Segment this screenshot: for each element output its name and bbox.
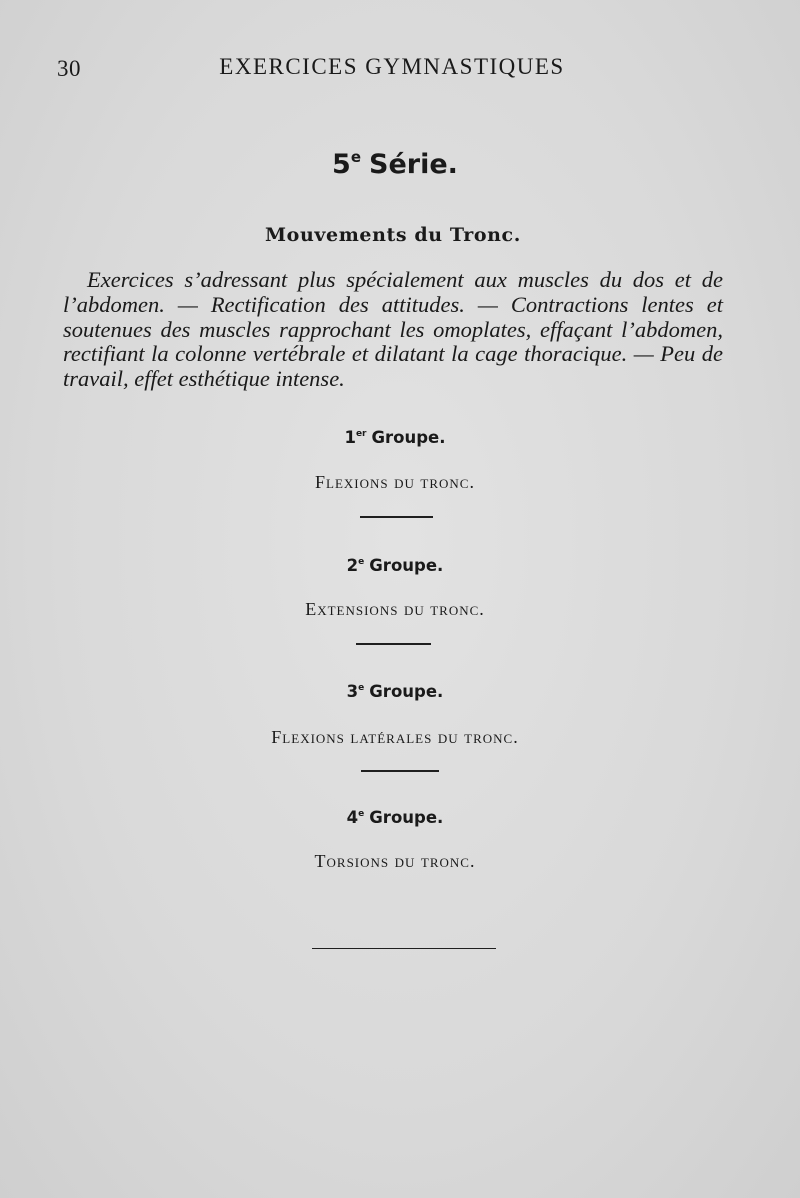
group-separator-2 xyxy=(356,643,431,645)
group-2-number: 2 xyxy=(346,556,359,575)
group-1-description: Flexions du tronc. xyxy=(315,472,475,492)
intro-paragraph: Exercices s’adressant plus spécialement aux muscles du dos et de l’abdomen. — Rectification des attitudes. — Contractions lentes et soutenues des muscles rapprochant les omoplates, effaçant l’abdomen, rectifiant la colonne vertébrale et dilatant la cage thoracique. — Peu de travail, effet esthétique intense. xyxy=(63,267,723,392)
group-4-superscript: e xyxy=(358,809,365,819)
page-number: 30 xyxy=(57,56,81,81)
group-1-label: Groupe. xyxy=(371,428,446,447)
group-2-superscript: e xyxy=(358,557,365,567)
group-3-superscript: e xyxy=(358,683,365,693)
group-3-description: Flexions latérales du tronc. xyxy=(271,727,519,747)
group-3-title xyxy=(0,682,790,701)
group-1-superscript: er xyxy=(355,429,367,439)
group-separator-3 xyxy=(361,770,439,772)
group-3-number: 3 xyxy=(346,682,359,701)
group-4-title xyxy=(0,808,790,827)
end-of-section-rule xyxy=(312,948,496,949)
group-1-title xyxy=(0,428,790,447)
group-4-label: Groupe. xyxy=(369,808,444,827)
group-2-description: Extensions du tronc. xyxy=(305,599,485,619)
serie-label: Série. xyxy=(369,149,458,180)
serie-superscript: e xyxy=(350,148,362,166)
group-2-label: Groupe. xyxy=(369,556,444,575)
serie-title xyxy=(0,148,790,180)
group-2-title xyxy=(0,556,790,575)
group-4-number: 4 xyxy=(346,808,359,827)
section-title: Mouvements du Tronc. xyxy=(265,224,521,246)
running-title-text: EXERCICES GYMNASTIQUES xyxy=(219,54,565,79)
serie-number: 5 xyxy=(332,149,351,180)
group-3-label: Groupe. xyxy=(369,682,444,701)
group-4-description: Torsions du tronc. xyxy=(314,851,476,871)
group-1-number: 1 xyxy=(344,428,356,447)
running-title xyxy=(0,54,800,80)
group-separator-1 xyxy=(360,516,433,518)
